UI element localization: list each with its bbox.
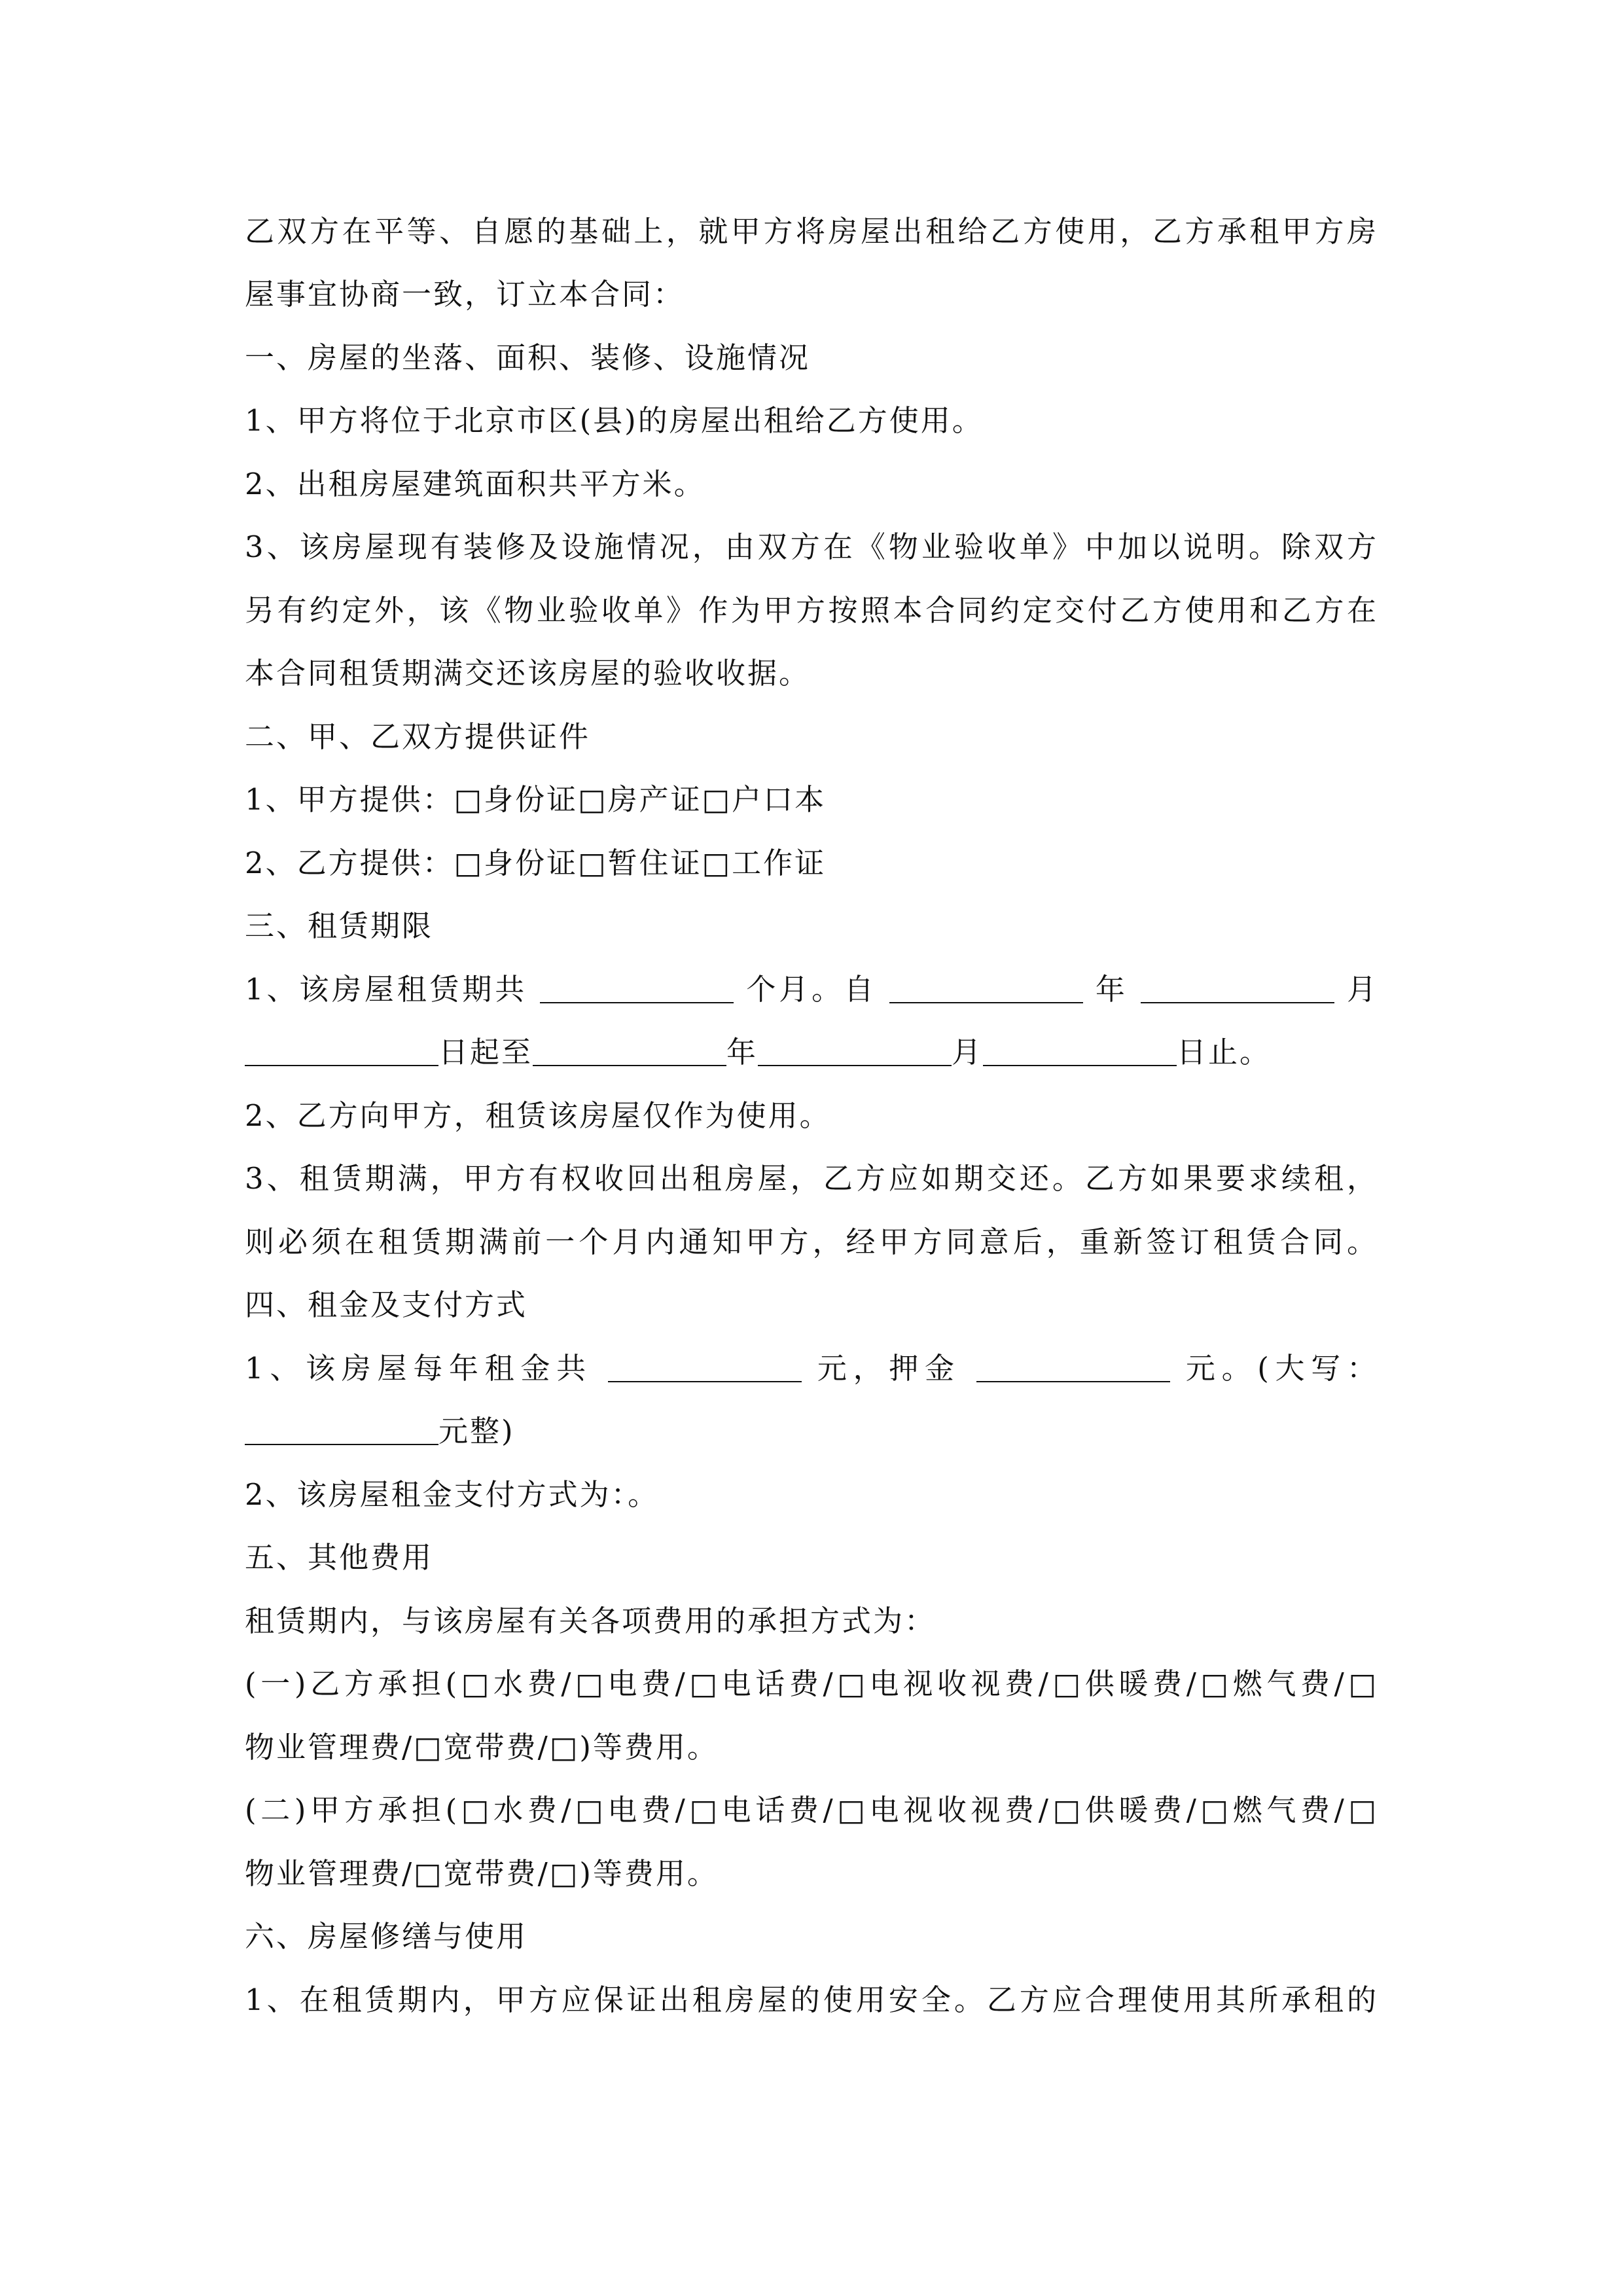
end-month-label: 月 (952, 1035, 984, 1069)
lease-term-line-1 (245, 958, 1378, 1022)
lease-term-label: 1、该房屋租赁期共 (245, 972, 528, 1007)
start-day-label: 日起至 (438, 1035, 533, 1069)
section-3-item-2: 2、乙方向甲方，租赁该房屋仅作为使用。 (245, 1098, 831, 1133)
rent-line-2 (245, 1399, 1378, 1463)
section-6-item-1: 1、在租赁期内，甲方应保证出租房屋的使用安全。乙方应合理使用其所承租的 (245, 1982, 1378, 2017)
section-2-heading: 二、甲、乙双方提供证件 (245, 719, 591, 754)
capital-unit: 元整) (438, 1414, 515, 1448)
section-1-item-2: 2、出租房屋建筑面积共平方米。 (245, 467, 705, 501)
section-4-item-2: 2、该房屋租金支付方式为：。 (245, 1477, 660, 1512)
landlord-costs-line-1: (二)甲方承担(□水费/□电费/□电话费/□电视收视费/□供暖费/□燃气费/□ (245, 1793, 1378, 1827)
section-5-heading: 五、其他费用 (245, 1540, 434, 1575)
section-1-item-1: 1、甲方将位于北京市区(县)的房屋出租给乙方使用。 (245, 403, 984, 438)
start-day-blank[interactable] (245, 1026, 438, 1066)
section-3-heading: 三、租赁期限 (245, 908, 434, 943)
lease-term-line-2 (245, 1020, 1378, 1085)
month-label: 月 (1347, 972, 1378, 1007)
section-1-item-3-line-2: 另有约定外，该《物业验收单》作为甲方按照本合同约定交付乙方使用和乙方在 (245, 593, 1378, 628)
end-day-label: 日止。 (1177, 1035, 1272, 1069)
end-year-blank[interactable] (533, 1026, 726, 1066)
section-2-item-1: 1、甲方提供：□身份证□房产证□户口本 (245, 782, 827, 817)
section-2-item-2: 2、乙方提供：□身份证□暂住证□工作证 (245, 846, 827, 880)
capital-amount-blank[interactable] (245, 1405, 438, 1445)
section-1-item-3-line-3: 本合同租赁期满交还该房屋的验收收据。 (245, 656, 811, 691)
rent-label: 1、该房屋每年租金共 (245, 1351, 592, 1386)
end-month-blank[interactable] (758, 1026, 952, 1066)
tenant-costs-line-2: 物业管理费/□宽带费/□)等费用。 (245, 1730, 719, 1765)
start-year-blank[interactable] (889, 963, 1083, 1003)
end-year-label: 年 (726, 1035, 758, 1069)
deposit-label: 元，押金 (817, 1351, 961, 1386)
rent-line-1 (245, 1336, 1378, 1401)
section-1-heading: 一、房屋的坐落、面积、装修、设施情况 (245, 340, 811, 375)
tenant-costs-line-1: (一)乙方承担(□水费/□电费/□电话费/□电视收视费/□供暖费/□燃气费/□ (245, 1666, 1378, 1701)
months-unit: 个月。自 (746, 972, 877, 1007)
year-label: 年 (1095, 972, 1128, 1007)
section-4-heading: 四、租金及支付方式 (245, 1287, 528, 1322)
section-3-item-3-line-2: 则必须在租赁期满前一个月内通知甲方，经甲方同意后，重新签订租赁合同。 (245, 1225, 1378, 1259)
section-3-item-3-line-1: 3、租赁期满，甲方有权收回出租房屋，乙方应如期交还。乙方如果要求续租， (245, 1161, 1378, 1196)
start-month-blank[interactable] (1141, 963, 1334, 1003)
end-day-blank[interactable] (983, 1026, 1177, 1066)
annual-rent-blank[interactable] (608, 1342, 802, 1382)
capital-label: 元。(大写： (1185, 1351, 1378, 1386)
section-5-intro: 租赁期内，与该房屋有关各项费用的承担方式为： (245, 1604, 936, 1638)
section-1-item-3-line-1: 3、该房屋现有装修及设施情况，由双方在《物业验收单》中加以说明。除双方 (245, 529, 1378, 564)
months-blank[interactable] (540, 963, 734, 1003)
intro-line-2: 屋事宜协商一致，订立本合同： (245, 277, 685, 312)
landlord-costs-line-2: 物业管理费/□宽带费/□)等费用。 (245, 1856, 719, 1891)
deposit-blank[interactable] (976, 1342, 1170, 1382)
intro-line-1: 乙双方在平等、自愿的基础上，就甲方将房屋出租给乙方使用，乙方承租甲方房 (245, 214, 1378, 249)
section-6-heading: 六、房屋修缮与使用 (245, 1919, 528, 1954)
